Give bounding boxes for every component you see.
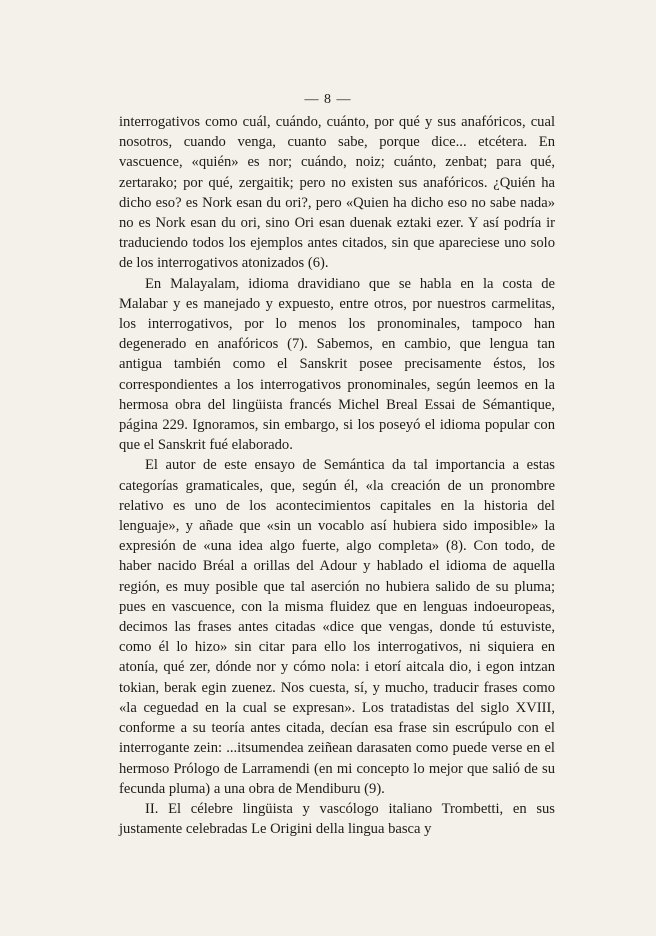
body-text: [119, 112, 555, 839]
page-number: — 8 —: [304, 92, 352, 107]
paragraph-malayalam: En Malayalam, idioma dravidiano que se habla en la costa de Malabar y es manejado y expuesto, entre otros, por nuestros carmelitas, los interrogativos, por lo menos los pronominales, tampoco han degenerado en anafóricos (7). Sabemos, en cambio, que lengua tan antigua también como el Sanskrit posee precisamente éstos, los correspondientes a los interrogativos pronominales, según leemos en la hermosa obra del lingüista francés Michel Breal Essai de Sémantique, página 229. Ignoramos, sin embargo, si los poseyó el idioma popular con que el Sanskrit fué elaborado.: [119, 275, 555, 454]
paragraph-semantica: El autor de este ensayo de Semántica da tal importancia a estas categorías gramaticales, que, según él, «la creación de un pronombre relativo es uno de los acontecimientos capitales en la historia del lenguaje», y añade que «sin un vocablo así hubiera sido imposible» la expresión de «una idea algo fuerte, algo completa» (8). Con todo, de haber nacido Bréal a orillas del Adour y hablado el idioma de aquella región, es muy posible que tal aserción no hubiera salido de su pluma; pues en vascuence, con la misma fluidez que en lenguas indoeuropeas, decimos las frases antes citadas «dice que vengas, donde tú estuviste, como él lo hizo» sin citar para ello los interrogativos, ni siquiera en atonía, qué zer, dónde nor y cómo nola: i etorí aitcala dio, i egon intzan tokian, berak egin zuenez. Nos cuesta, sí, y mucho, traducir frases como «la ceguedad en la cual se expresan». Los tratadistas del siglo XVIII, conforme a su teoría antes citada, decían esa frase sin escrúpulo con el interrogante zein: ...itsumendea zeiñean darasaten como puede verse en el hermoso Prólogo de Larramendi (en mi concepto lo mejor que salió de su fecunda pluma) a una obra de Mendiburu (9).: [119, 457, 555, 797]
paragraph-interrogativos-continued: interrogativos como cuál, cuándo, cuánto, por qué y sus anafóricos, cual nosotros, cuando venga, cuanto sabe, porque dice... etcétera. En vascuence, «quién» es nor; cuándo, noiz; cuánto, zenbat; para qué, zertarako; por qué, zergaitik; pero no existen sus anafóricos. ¿Quién ha dicho eso? es Nork esan du ori?, pero «Quien ha dicho eso no sabe nada» no es Nork esan du ori, sino Ori esan duenak eztaki ezer. Y así podría ir traduciendo todos los ejemplos antes citados, sin que apareciese uno solo de los interrogativos atonizados (6).: [119, 114, 555, 272]
paragraph-trombetti: II. El célebre lingüista y vascólogo italiano Trombetti, en sus justamente celebradas Le Origini della lingua basca y: [119, 800, 555, 838]
